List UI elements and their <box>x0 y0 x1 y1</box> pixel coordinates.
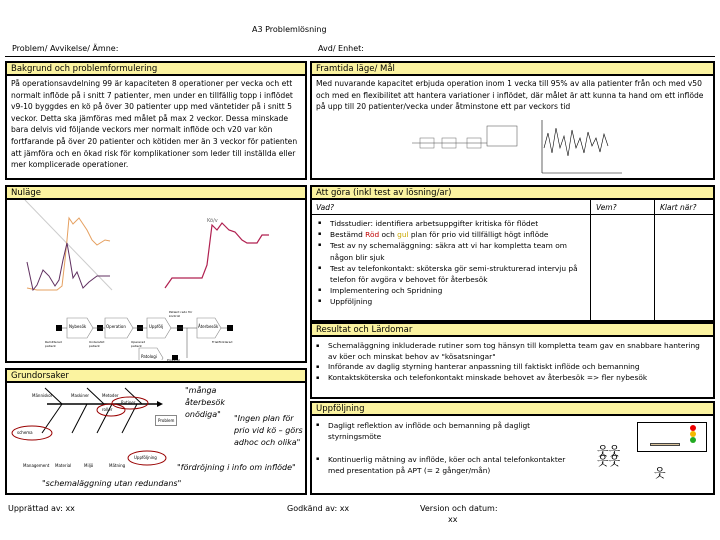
fishbone-cat-5: Material <box>55 463 72 468</box>
yellow-plan: gul <box>397 230 409 240</box>
todo-item <box>318 229 585 240</box>
todo-item: ▪ Uppföljning <box>318 296 585 307</box>
todo-item: ▪ Test av ny schemaläggning: säkra att vi har kompletta team om någon blir sjuk <box>318 240 585 262</box>
todo-text: Bestämd <box>330 230 366 240</box>
current-content <box>5 200 307 363</box>
header-divider <box>5 56 715 57</box>
traffic-light-icon <box>690 425 696 443</box>
quote-2: "Ingen plan för prio vid kö – görs adhoc och olika" <box>234 414 303 447</box>
board-icon <box>637 422 707 452</box>
goal-text: Med nuvarande kapacitet erbjuda operation inom 1 vecka till 95% av alla patienter från och med v50 och med en flexibilitet att hantera variationer i inflödet, där målet är att kunna ta hand om ett inflöde på upp till 20 patienter/vecka under åtminstone ett par veckors tid <box>316 79 704 112</box>
result-item: ▪ Kontaktsköterska och telefonkontakt minskade behovet av återbesök => fler nybesök <box>316 373 709 384</box>
fishbone-cat-7: Mätning <box>109 463 126 468</box>
flow-label-4: Patient redo för kontroll <box>169 310 193 318</box>
fishbone-cat-2: Maskiner <box>71 393 90 398</box>
quote-3: "fördröjning i info om inflöde" <box>177 463 296 472</box>
queue-chart <box>7 200 305 360</box>
approved-by: Godkänd av: xx <box>287 504 350 513</box>
root-causes-content <box>5 383 307 495</box>
people-icon: 웃웃 웃웃 <box>597 444 621 468</box>
red-plan: Röd <box>365 230 380 240</box>
results-header: Resultat och Lärdomar <box>310 322 715 337</box>
flow-label-6: Provsvar <box>167 358 180 362</box>
fishbone-cat-3: Metoder <box>102 393 119 398</box>
col-vad: Vad? <box>316 203 334 212</box>
flow-label-3: Opererad patient <box>131 340 146 348</box>
root-causes-header: Grundorsaker <box>5 368 307 383</box>
background-text: På operationsavdelning 99 är kapaciteten 8 operationer per vecka och ett normalt inflöde på i snitt 7 patienter, men under en tillfällig topp i inflödet v9-10 byggdes en kö på över 30 patienter upp med väntetider på i snitt 5 veckor. Detta ska jämföras med målet på max 2 veckor. Dessa minskade bara delvis vid följande veckors mer normalt inflöde och v20 var kön fortfarande på över 20 patienter och kötiden mer än 3 veckor för patienten att jämföra och en ökad risk för komplikationer som leder till inställda eller mer komplicerade operationer. <box>5 76 307 180</box>
current-header: Nuläge <box>5 185 307 200</box>
queue-weeks-line <box>165 223 269 288</box>
flow-label-1: Remitterad patient <box>45 340 62 348</box>
todo-item: ▪ Test av telefonkontakt: sköterska gör semi-strukturerad intervju på telefon för avgöra v behovet för återbesök <box>318 263 585 285</box>
fishbone-diagram <box>7 383 187 493</box>
todo-text: och <box>379 230 398 240</box>
todo-header: Att göra (inkl test av lösning/ar) <box>310 185 715 200</box>
flow-step-4: Återbesök <box>198 324 219 329</box>
followup-item: ▪ Kontinuerlig mätning av inflöde, köer och antal telefonkontakter med presentation på APT (= 2 gånger/mån) <box>316 454 578 476</box>
flow-step-5: Patologi <box>141 354 157 359</box>
version-label: Version och datum: <box>420 504 498 513</box>
problem-label: Problem/ Avvikelse/ Ämne: <box>12 44 119 53</box>
flow-step-2: Operation <box>106 324 126 329</box>
todo-item: ▪ Tidsstudier: identifiera arbetsuppgifter kritiska för flödet <box>318 218 585 229</box>
goal-content <box>310 76 715 180</box>
fishbone-circled-3: schema <box>17 430 33 435</box>
quote-4: "schemaläggning utan redundans" <box>42 479 182 488</box>
prepared-by: Upprättad av: xx <box>8 504 75 513</box>
followup-header: Uppföljning <box>310 401 715 416</box>
result-item: ▪ Införande av daglig styrning hanterar anpassning till faktiskt inflöde och bemanning <box>316 362 709 373</box>
fishbone-circled-1: Rutiner <box>121 400 136 405</box>
todo-item: ▪ Implementering och Spridning <box>318 285 585 296</box>
flow-step-1: Nybesök <box>69 324 87 329</box>
results-content <box>310 337 715 399</box>
fishbone-circled-2: roller <box>102 407 113 412</box>
chart2-title: Kö/v <box>207 218 218 224</box>
goal-header: Framtida läge/ Mål <box>310 61 715 76</box>
flow-label-5: Friskförklarad <box>212 340 233 344</box>
col-klart: Klart när? <box>660 203 697 212</box>
fishbone-circled-4: Uppföljning <box>134 455 157 460</box>
fishbone-cat-4: Management <box>23 463 50 468</box>
todo-text: plan för prio vid tillfälligt högt inflöde <box>408 230 549 240</box>
quote-1: "många återbesök onödiga" <box>185 386 225 419</box>
todo-table <box>310 200 715 322</box>
followup-item: ▪ Dagligt reflektion av inflöde och bemanning på dagligt styrningsmöte <box>316 420 578 442</box>
todo-list <box>314 216 589 310</box>
fishbone-cat-1: Människor <box>32 393 53 398</box>
queue-line <box>27 243 110 290</box>
fishbone-problem: Problem <box>155 415 177 426</box>
fishbone-cat-6: Miljö <box>84 463 94 468</box>
flow-label-2: Undersökt patient <box>89 340 105 348</box>
unit-label: Avd/ Enhet: <box>318 44 365 53</box>
version-value: xx <box>448 515 458 524</box>
background-header: Bakgrund och problemformulering <box>5 61 307 76</box>
col-vem: Vem? <box>596 203 617 212</box>
page-title: A3 Problemlösning <box>252 25 327 34</box>
followup-content <box>310 416 715 495</box>
future-state-diagram <box>412 118 662 178</box>
flow-step-3: Uppfölj <box>149 324 164 329</box>
person-icon: 웃 <box>654 466 666 480</box>
result-item: ▪ Schemaläggning inkluderade rutiner som tog hänsyn till kompletta team gav en snabbare hantering av köer och minskat behov av "kösatsningar" <box>316 341 709 362</box>
